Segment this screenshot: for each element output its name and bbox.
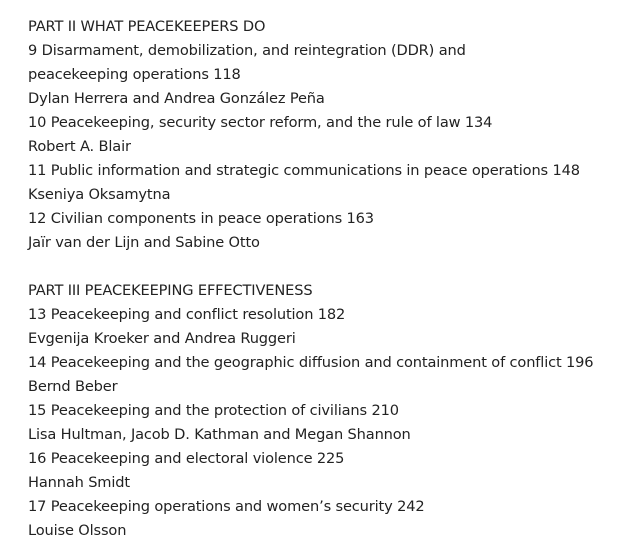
toc-entry-title: 17 Peacekeeping operations and women’s security 242	[28, 498, 425, 515]
toc-entry-title: peacekeeping operations 118	[28, 66, 241, 83]
toc-entry-title: 16 Peacekeeping and electoral violence 225	[28, 450, 345, 467]
toc-entry-title: 12 Civilian components in peace operations 163	[28, 210, 374, 227]
toc-entry-authors: Louise Olsson	[28, 522, 127, 539]
part-heading: PART III PEACEKEEPING EFFECTIVENESS	[28, 282, 313, 299]
toc-entry-title: 13 Peacekeeping and conflict resolution 182	[28, 306, 346, 323]
part-heading: PART II WHAT PEACEKEEPERS DO	[28, 18, 266, 35]
toc-entry-authors: Kseniya Oksamytna	[28, 186, 171, 203]
toc-entry-authors: Evgenija Kroeker and Andrea Ruggeri	[28, 330, 296, 347]
table-of-contents	[28, 15, 623, 543]
toc-entry-title: 15 Peacekeeping and the protection of civilians 210	[28, 402, 399, 419]
toc-entry-authors: Bernd Beber	[28, 378, 118, 395]
toc-entry-title: 11 Public information and strategic communications in peace operations 148	[28, 162, 580, 179]
toc-entry-authors: Robert A. Blair	[28, 138, 131, 155]
toc-entry-authors: Hannah Smidt	[28, 474, 130, 491]
section-spacer	[28, 255, 623, 279]
toc-entry-title: 10 Peacekeeping, security sector reform, and the rule of law 134	[28, 114, 493, 131]
toc-entry-authors: Jaïr van der Lijn and Sabine Otto	[28, 234, 260, 251]
toc-entry-title: 9 Disarmament, demobilization, and reintegration (DDR) and	[28, 42, 466, 59]
toc-entry-title: 14 Peacekeeping and the geographic diffusion and containment of conflict 196	[28, 354, 594, 371]
toc-entry-authors: Lisa Hultman, Jacob D. Kathman and Megan Shannon	[28, 426, 411, 443]
toc-entry-authors: Dylan Herrera and Andrea González Peña	[28, 90, 325, 107]
